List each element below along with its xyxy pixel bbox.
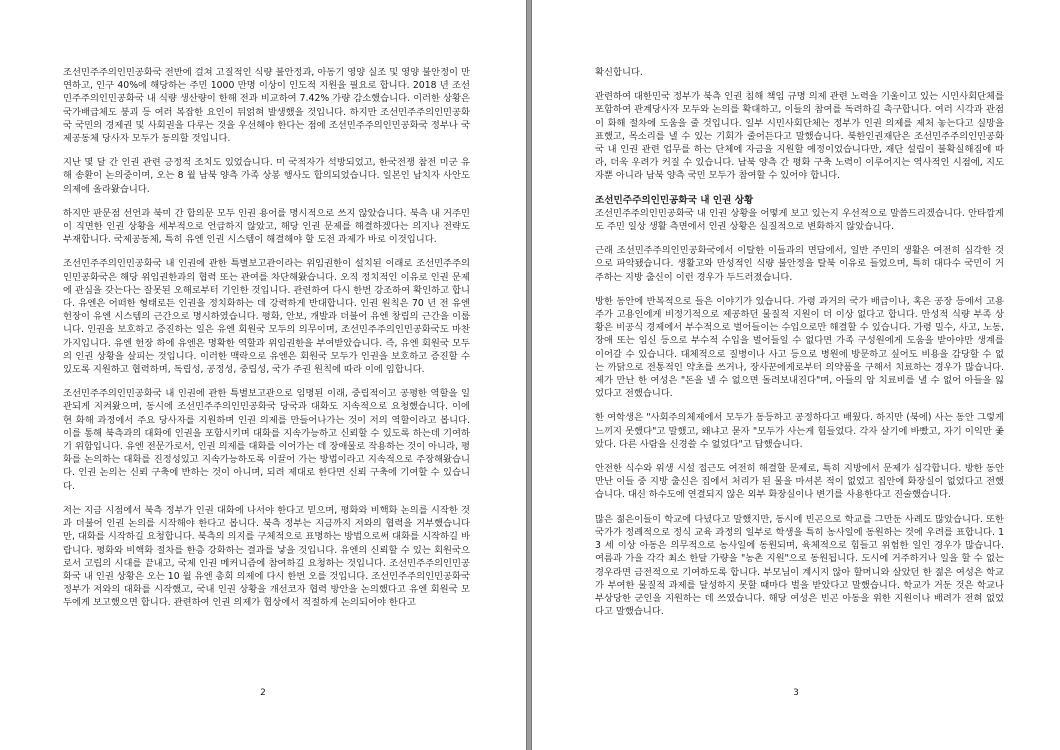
paragraph: 지난 몇 달 간 인권 관련 긍정적 조치도 있었습니다. 미 국적자가 석방되었고, 한국전쟁 참전 미군 유해 송환이 논의중이며, 오는 8 월 남북 양측 가족 상봉 행사도 합의되었습니다. 일본인 납치자 사안도 의제에 올라왔습니다. [63,157,470,195]
page-content [595,66,1004,629]
paragraph: 확신합니다. [595,67,643,78]
paragraph: 많은 젊은이들이 학교에 다녔다고 말했지만, 동시에 빈곤으로 학교를 그만둔 사례도 많았습니다. 또한 국가가 정례적으로 정식 교육 과정의 일부로 학생을 특히 농사일에 동원하는 것에 우려를 표합니다. 13 세 이상 아동은 의무적으로 농사일에 동원되며, 육체적으로 힘들고 위험한 일인 경우가 많습니다. 여름과 가을 각각 최소 한달 가량을 "농촌 지원"으로 동원됩니다. 도시에 거주하거나 일을 할 수 없는 경우라면 금전적으로 기여하도록 합니다. 부모님이 계시지 않아 할머니와 살았던 한 젊은 여성은 학교가 부여한 물질적 과제를 달성하지 못할 때마다 벌을 받았다고 말했습니다. 학교가 거둔 것은 학교나 부상당한 군인을 지원하는 데 쓰였습니다. 해당 여성은 빈곤 아동을 위한 지원이나 배려가 전혀 없었다고 말했습니다. [595,513,1004,618]
paragraph: 조선민주주의인민공화국 내 인권 상황을 어떻게 보고 있는지 우선적으로 말씀드리겠습니다. 안타깝게도 주민 일상 생활 측면에서 인권 상황은 실질적으로 변화하지 않았습니다. [595,207,1004,233]
paragraph: 하지만 판문점 선언과 북미 간 합의문 모두 인권 용어를 명시적으로 쓰지 않았습니다. 북측 내 거주민이 직면한 인권 상황을 세부적으로 언급하지 않았고, 해당 인권 문제를 해결하겠다는 의지나 전략도 부재합니다. 국제공동체, 특히 유엔 인권 시스템이 해결해야 할 도전 과제가 바로 이것입니다. [63,207,470,246]
paragraph: 조선민주주의인민공화국 내 인권에 관한 특별보고관으로 임명된 이래, 중립적이고 공평한 역할을 일관되게 지켜왔으며, 동시에 조선민주주의인민공화국 당국과 대화도 지속적으로 요청했습니다. 이에 현 화해 과정에서 주요 당사자를 지원하며 인권 의제를 만들어나가는 것이 저의 역할이라고 봅니다. 이를 통해 북측과의 대화에 인권을 포함시키며 대화를 지속가능하고 신뢰할 수 있도록 하는데 기여하기 위함입니다. 유엔 전문가로서, 인권 의제를 대화를 이어가는 데 장애물로 작용하는 것이 아니라, 평화를 논의하는 대화를 진정성있고 지속가능하도록 이끌어 가는 방법이라고 지속적으로 주장해왔습니다. 인권 논의는 신뢰 구축에 반하는 것이 아니며, 되려 제대로 한다면 신뢰 구축에 기여할 수 있습니다. [63,388,470,492]
page-number: 3 [793,688,799,698]
paragraph: 한 여학생은 "사회주의체제에서 모두가 동등하고 공정하다고 배웠다. 하지만 (북에) 사는 동안 그렇게 느끼지 못했다"고 말했고, 왜냐고 묻자 "모두가 사는게 힘들었다. 각자 살기에 바빴고, 자기 이익만 좇았다. 다른 사람을 신경쓸 수 없었다"고 답했습니다. [595,412,1004,450]
paragraph: 안전한 식수와 위생 시설 접근도 여전히 해결할 문제로, 특히 지방에서 문제가 심각합니다. 방한 동안 만난 이들 중 지방 출신은 집에서 처리가 된 물을 마셔본 적이 없었고 집안에 화장실이 없었다고 전했습니다. 대신 하수도에 연결되지 않은 외부 화장실이나 변기를 사용한다고 진술했습니다. [595,463,1004,501]
section-heading: 조선민주주의인민공화국 내 인권 상황 [595,194,754,206]
paragraph: 방한 동안에 반복적으로 들은 이야기가 있습니다. 가령 과거의 국가 배급이나, 혹은 공장 등에서 고용주가 고용인에게 비정기적으로 제공하던 물질적 지원이 더 이상 없다고 합니다. 만성적 식량 부족 상황은 비공식 경제에서 부수적으로 벌어들이는 수입으로만 해결할 수 있습니다. 가령 밀수, 사고, 노동, 장애 또는 임신 등으로 부수적 수입을 벌어들일 수 없다면 가족 구성원에게 도움을 받아야만 생계를 이어갈 수 있습니다. 대체적으로 질병이나 사고 등으로 병원에 방문하고 싶어도 비용을 감당할 수 없는 까닭으로 전통적인 약초를 쓰거나, 장사꾼에게로부터 의약품을 구해서 치료하는 경우가 많습니다. 제가 만난 한 여성은 "돈을 낼 수 없으면 돌려보내진다"며, 아들의 암 치료비를 낼 수 없어 아들을 잃었다고 전했습니다. [595,295,1004,400]
page-content [63,66,470,621]
page-number: 2 [260,688,266,698]
paragraph: 조선민주주의인민공화국 내 인권에 관한 특별보고관이라는 위임권한이 설치된 이래로 조선민주주의인민공화국은 해당 위임권한과의 협력 또는 관여를 차단해왔습니다. 오직 정치적인 이유로 인권 문제에 관심을 갖는다는 잘못된 오해로부터 기인한 것입니다. 관련하여 다시 한번 강조하여 확인하고 합니다. 유엔은 어떠한 형태로든 인권을 정치화하는 데 강력하게 반대합니다. 인권 원칙은 70 년 전 유엔 헌장이 유엔 시스템의 근간으로 명시하였습니다. 평화, 안보, 개발과 더불어 유엔 창립의 근간을 이룹니다. 인권을 보호하고 증진하는 일은 유엔 회원국 모두의 의무이며, 조선민주주의인민공화국도 마찬가지입니다. 유엔 헌장 하에 유엔은 명확한 역할과 위임권한을 부여받았습니다. 즉, 유엔 회원국 모두의 인권 상황을 살피는 것입니다. 이러한 맥락으로 유엔은 회원국 모두가 인권을 보호하고 증진할 수 있도록 지원하고 협력하며, 독립성, 공정성, 중립성, 국가 주권 원칙에 따라 이에 임합니다. [63,258,470,376]
paragraph: 관련하여 대한민국 정부가 북측 인권 침해 책임 규명 의제 관련 노력을 기울이고 있는 시민사회단체를 포함하여 관계당사자 모두와 논의를 확대하고, 이들의 참여를 독려하길 촉구합니다. 여러 시각과 관점이 화해 절차에 도움을 줄 것입니다. 일부 시민사회단체는 정부가 인권 의제를 제처 놓는다고 실망을 표했고, 목소리를 낼 수 있는 기회가 줄어든다고 말했습니다. 북한인권재단은 조선민주주의인민공화국 내 인권 관련 업무를 하는 단체에 자금을 지원할 예정이었습니다만, 재단 설립이 불확실해짐에 따라, 더욱 우려가 커질 수 있습니다. 남북 양측 간 평화 구축 노력이 이루어지는 역사적인 시점에, 지도자뿐 아니라 남북 양측 국민 모두가 참여할 수 있어야 합니다. [595,91,1004,182]
paragraph: 저는 지금 시점에서 북측 정부가 인권 대화에 나서야 한다고 믿으며, 평화와 비핵화 논의를 시작한 것과 더불어 인권 논의를 시작해야 한다고 봅니다. 북측 정부는 지금까지 저와의 협력을 거부했습니다만, 대화를 시작하길 요청합니다. 북측의 의지를 구체적으로 표명하는 방법으로써 대화를 시작하길 바랍니다. 평화와 비핵화 절차를 한층 강화하는 결과를 낳을 것입니다. 유엔의 신뢰할 수 있는 회원국으로서 고립의 시대를 끝내고, 국제 인권 메커니즘에 참여하길 요청하는 것입니다. 조선민주주의인민공화국 내 인권 상황은 오는 10 월 유엔 총회 의제에 다시 한번 오를 것입니다. 조선민주주의인민공화국 정부가 저와의 대화를 시작했고, 국내 인권 상황을 개선코자 협력 방안을 논의했다고 유엔 회원국 모두에게 보고했으면 합니다. 관련하여 인권 의제가 협상에서 적절하게 논의되어야 한다고 [63,504,470,609]
paragraph: 조선민주주의인민공화국 전반에 걸쳐 고질적인 식량 불안정과, 아동기 영양 실조 및 영양 불안정이 만연하고, 인구 40%에 해당하는 주민 1000 만명 이상이 인도적 지원을 필요로 합니다. 2018 년 조선민주주의인민공화국 내 식량 생산량이 한해 전과 비교하여 7.42% 가량 감소했습니다. 이러한 상황은 국가배급체도 붕괴 등 여러 복잡한 요인이 뒤얽혀 발생했을 것입니다. 하지만 조선민주주의인민공화국 국민의 경제권 및 사회권을 다루는 것을 우선해야 한다는 점에 조선민주주의인민공화국 정부나 국제공동체 당사자 모두가 동의할 것입니다. [63,67,470,145]
document-page-2 [0,0,526,750]
document-page-3 [532,0,1060,750]
paragraph: 근래 조선민주주의인민공화국에서 이탈한 이들과의 면담에서, 일반 주민의 생활은 여전히 심각한 것으로 파악됐습니다. 생활고와 만성적인 식량 불안정을 탈북 이유로 들었으며, 특히 대다수 국민이 거주하는 지방 출신이 이런 경우가 두드러졌습니다. [595,245,1004,283]
